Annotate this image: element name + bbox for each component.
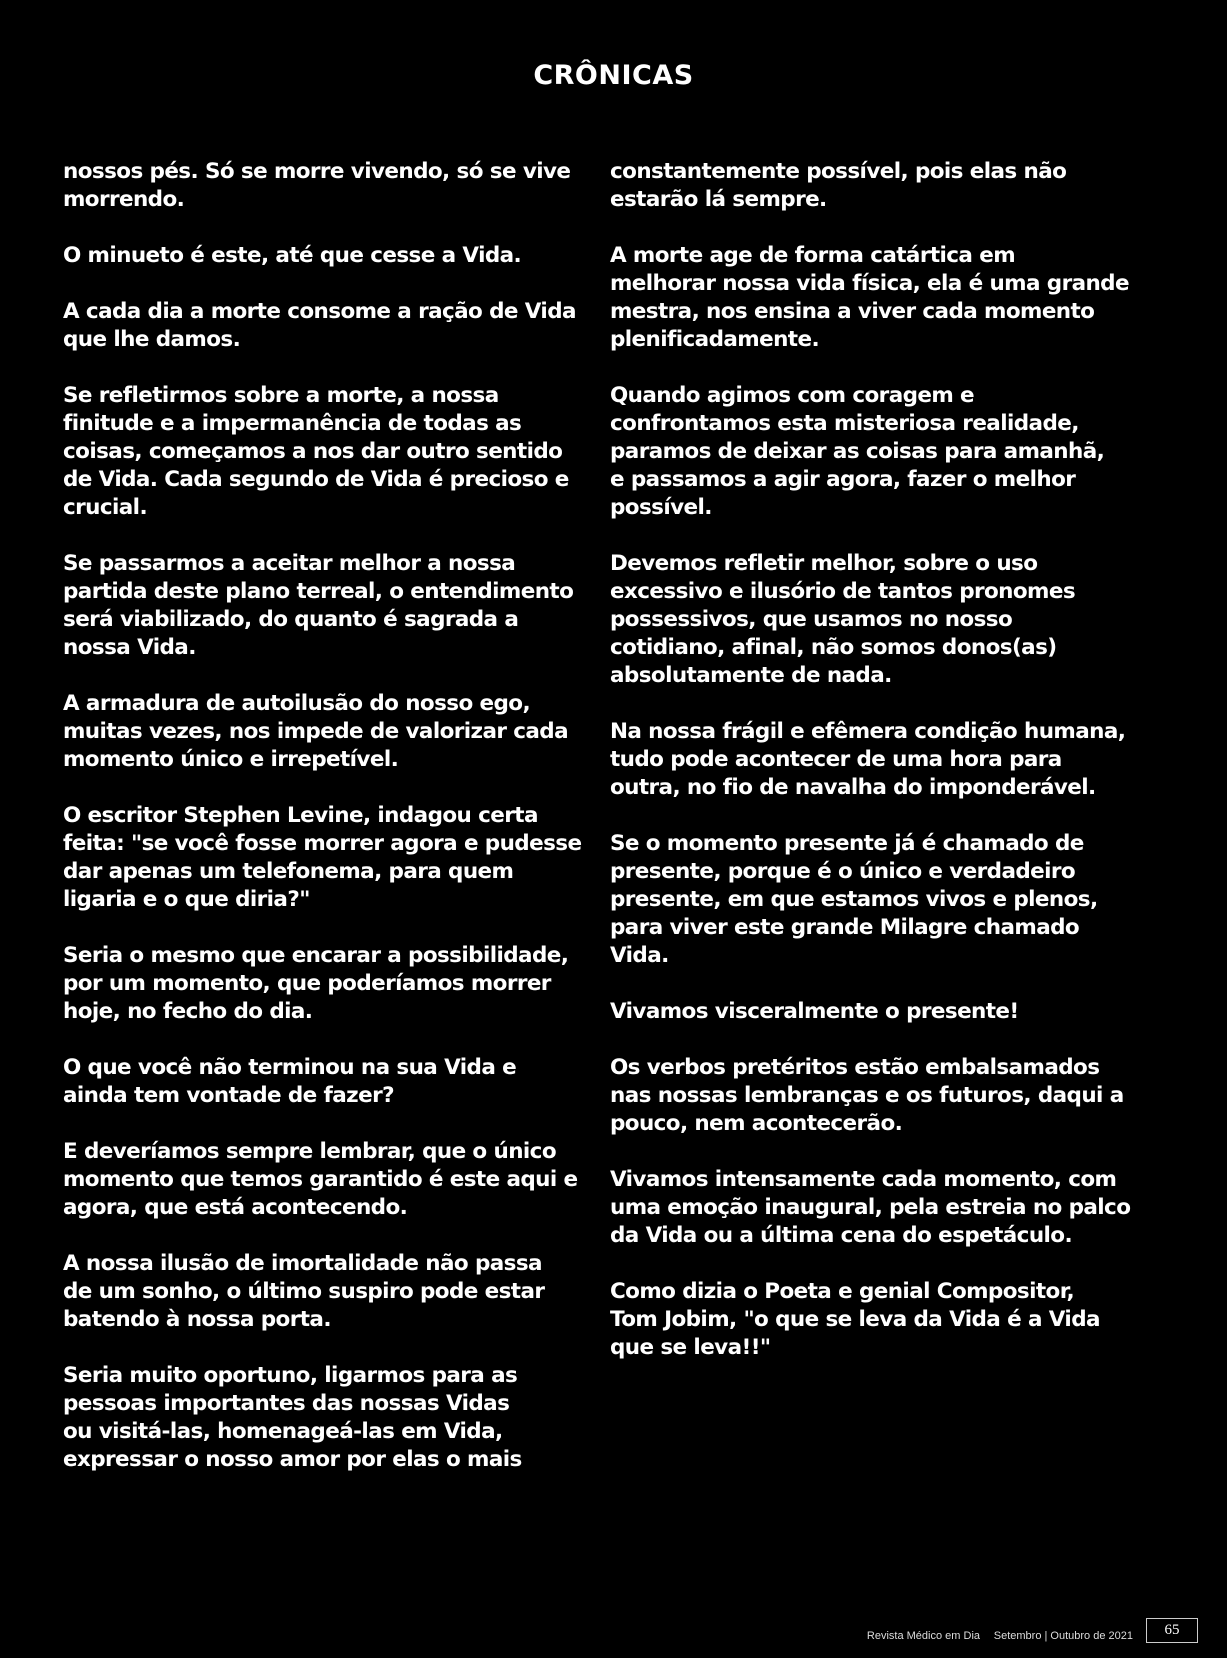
paragraph: Seria muito oportuno, ligarmos para as pessoas importantes das nossas Vidas ou visitá-las, homenageá-las em Vida, expressar o nosso amor por elas o mais bbox=[63, 1363, 522, 1472]
issue-date: Setembro | Outubro de 2021 bbox=[993, 1630, 1133, 1642]
paragraph: Se o momento presente já é chamado de presente, porque é o único e verdadeiro presente, em que estamos vivos e plenos, para viver este grande Milagre chamado Vida. bbox=[610, 831, 1098, 968]
page-number: 65 bbox=[1146, 1618, 1198, 1643]
left-text-column bbox=[63, 158, 593, 1502]
paragraph: Devemos refletir melhor, sobre o uso excessivo e ilusório de tantos pronomes possessivos, que usamos no nosso cotidiano, afinal, não somos donos(as) absolutamente de nada. bbox=[610, 551, 1076, 688]
paragraph: A armadura de autoilusão do nosso ego, muitas vezes, nos impede de valorizar cada momento único e irrepetível. bbox=[63, 691, 569, 772]
paragraph: O minueto é este, até que cesse a Vida. bbox=[63, 243, 522, 268]
right-text-column bbox=[610, 158, 1140, 1390]
paragraph: Se refletirmos sobre a morte, a nossa finitude e a impermanência de todas as coisas, começamos a nos dar outro sentido de Vida. Cada segundo de Vida é precioso e crucial. bbox=[63, 383, 569, 520]
paragraph: nossos pés. Só se morre vivendo, só se vive morrendo. bbox=[63, 159, 571, 212]
paragraph: E deveríamos sempre lembrar, que o único momento que temos garantido é este aqui e agora, que está acontecendo. bbox=[63, 1139, 578, 1220]
paragraph: A morte age de forma catártica em melhorar nossa vida física, ela é uma grande mestra, nos ensina a viver cada momento plenificadamente. bbox=[610, 243, 1129, 352]
paragraph: O que você não terminou na sua Vida e ainda tem vontade de fazer? bbox=[63, 1055, 517, 1108]
paragraph: A nossa ilusão de imortalidade não passa de um sonho, o último suspiro pode estar batendo à nossa porta. bbox=[63, 1251, 545, 1332]
paragraph: Se passarmos a aceitar melhor a nossa partida deste plano terreal, o entendimento será viabilizado, do quanto é sagrada a nossa Vida. bbox=[63, 551, 574, 660]
paragraph: A cada dia a morte consome a ração de Vida que lhe damos. bbox=[63, 299, 576, 352]
paragraph: Vivamos visceralmente o presente! bbox=[610, 999, 1019, 1024]
section-title: CRÔNICAS bbox=[533, 60, 694, 91]
paragraph: constantemente possível, pois elas não estarão lá sempre. bbox=[610, 159, 1067, 212]
paragraph: Na nossa frágil e efêmera condição humana, tudo pode acontecer de uma hora para outra, no fio de navalha do imponderável. bbox=[610, 719, 1126, 800]
paragraph: Quando agimos com coragem e confrontamos esta misteriosa realidade, paramos de deixar as coisas para amanhã, e passamos a agir agora, fazer o melhor possível. bbox=[610, 383, 1105, 520]
paragraph: Os verbos pretéritos estão embalsamados nas nossas lembranças e os futuros, daqui a pouco, nem acontecerão. bbox=[610, 1055, 1124, 1136]
paragraph: Vivamos intensamente cada momento, com uma emoção inaugural, pela estreia no palco da Vida ou a última cena do espetáculo. bbox=[610, 1167, 1131, 1248]
magazine-name: Revista Médico em Dia bbox=[866, 1630, 980, 1642]
paragraph: Seria o mesmo que encarar a possibilidade, por um momento, que poderíamos morrer hoje, no fecho do dia. bbox=[63, 943, 569, 1024]
paragraph: Como dizia o Poeta e genial Compositor, Tom Jobim, "o que se leva da Vida é a Vida que se leva!!" bbox=[610, 1279, 1100, 1360]
paragraph: O escritor Stephen Levine, indagou certa feita: "se você fosse morrer agora e pudesse dar apenas um telefonema, para quem ligaria e o que diria?" bbox=[63, 803, 582, 912]
page-footer bbox=[0, 1618, 1227, 1658]
